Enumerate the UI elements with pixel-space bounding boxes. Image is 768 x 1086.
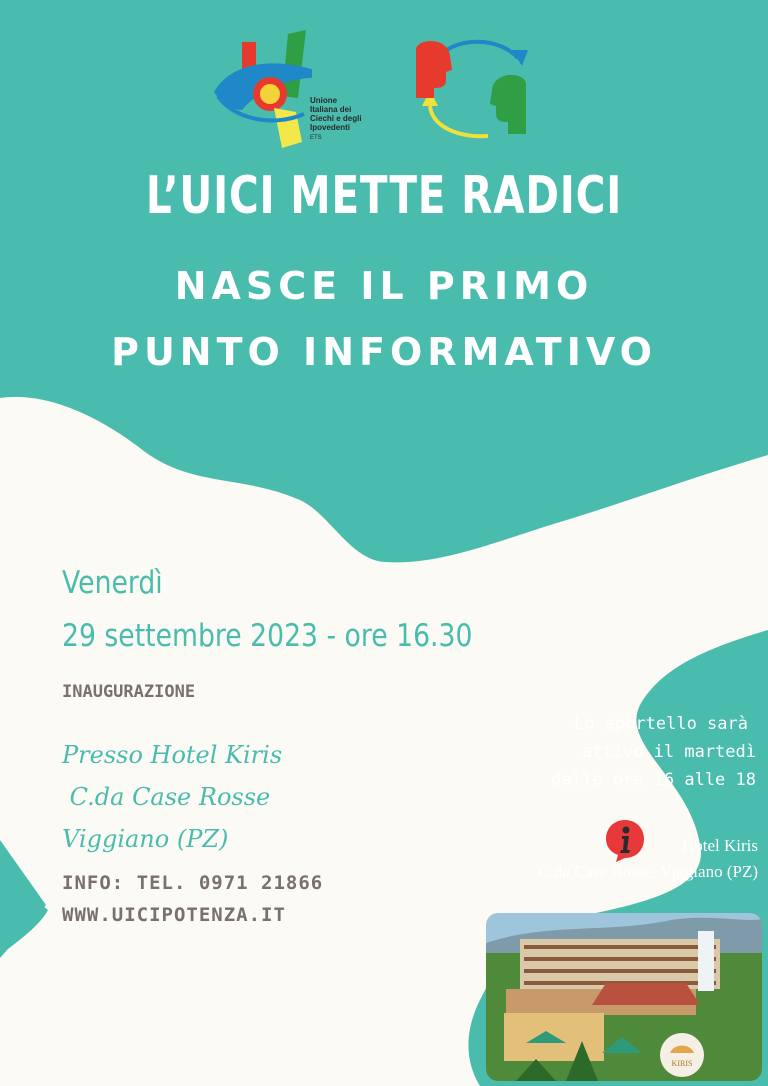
event-venue [62, 734, 282, 860]
website-link[interactable]: WWW.UICIPOTENZA.IT [62, 904, 286, 926]
logo-org-line-4: Ipovedenti [310, 123, 351, 132]
schedule-line-3: dalle ore 16 alle 18 [551, 770, 756, 790]
logo-org-line-2: Italiana dei [310, 105, 352, 114]
venue-line-2: C.da Case Rosse [62, 783, 271, 811]
uici-emblem-icon [212, 30, 312, 150]
venue-line-3: Viggiano (PZ) [62, 825, 229, 853]
page-title: L’UICI METTE RADICI [145, 166, 623, 226]
info-phone: INFO: TEL. 0971 21866 [62, 872, 324, 894]
schedule-box [551, 710, 756, 794]
subtitle-line-1: NASCE IL PRIMO [174, 264, 594, 308]
schedule-line-2: attivo il martedì [582, 742, 756, 762]
hotel-address: C.da Case Rosse, Viggiano (PZ) [538, 862, 758, 881]
event-type: INAUGURAZIONE [62, 682, 196, 702]
hotel-photo-illustration [486, 913, 762, 1081]
communication-heads-icon [408, 36, 534, 144]
info-icon [604, 818, 646, 864]
hotel-badge-text: KIRIS [671, 1059, 693, 1068]
logo-org-suffix: ETS [310, 135, 322, 141]
subtitle-line-2: PUNTO INFORMATIVO [111, 330, 657, 374]
event-day: Venerdì [62, 565, 163, 601]
logo-org-line-3: Ciechi e degli [310, 114, 362, 123]
event-date-time: 29 settembre 2023 - ore 16.30 [62, 618, 473, 654]
schedule-line-1: Lo sportello sarà [574, 714, 748, 734]
venue-line-1: Presso Hotel Kiris [62, 741, 283, 769]
hotel-photo [486, 913, 762, 1081]
uici-logo [212, 30, 362, 150]
hotel-name: Hotel Kiris [681, 836, 758, 855]
logo-org-line-1: Unione [310, 96, 338, 105]
